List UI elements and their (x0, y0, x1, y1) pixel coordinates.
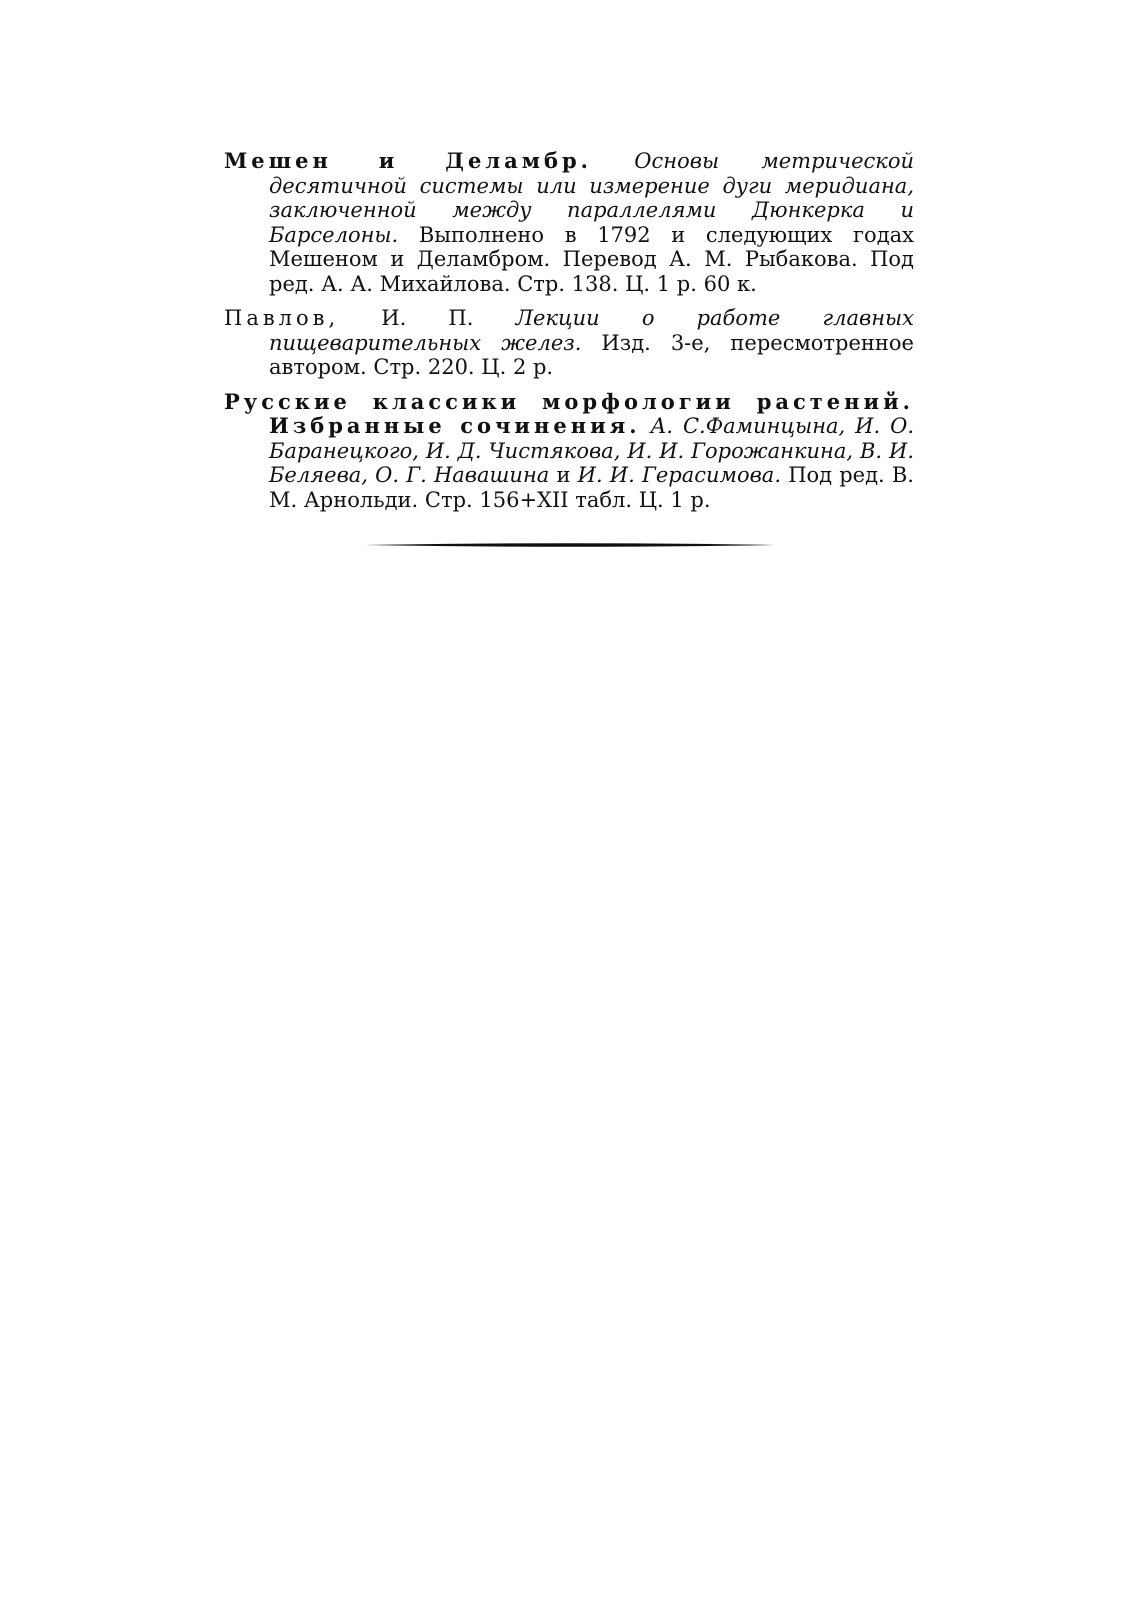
entry-details: Под ред. В. М. Арнольди. Стр. 156+XII табл. Ц. 1 р. (269, 463, 914, 512)
entry-title-tail: И. И. Герасимова. (577, 463, 782, 487)
decorative-rule (365, 541, 775, 549)
entry-title: Лекции о работе главных пищеварительных желез. (269, 306, 914, 355)
entry-author: Павлов, (224, 306, 340, 330)
entry-details: Выполнено в 1792 и следующих годах Мешеном и Деламбром. Перевод А. М. Рыбакова. Под ред. А. А. Михайлова. Стр. 138. Ц. 1 р. 60 к. (269, 222, 914, 296)
bibliography-list (224, 149, 914, 522)
entry-title: А. С.Фаминцына, И. О. Баранецкого, И. Д. Чистякова, И. И. Горожанкина, В. И. Беляева, О. Г. Навашина (269, 414, 914, 487)
bibliography-entry-meshen-delambre (224, 149, 914, 296)
entry-conjunction: и (556, 463, 571, 487)
bibliography-entry-pavlov (224, 306, 914, 380)
bibliography-entry-russian-classics (224, 390, 914, 513)
entry-initials: И. П. (381, 306, 474, 330)
entry-author: Русские классики морфологии растений. Избранные сочинения. (224, 388, 914, 438)
entry-title: Основы метрической десятичной системы или измерение дуги меридиана, заключенной между параллелями Дюнкерка и Барселоны. (269, 149, 914, 247)
entry-author: Мешен и Деламбр. (224, 148, 592, 173)
entry-details: Изд. 3-е, пересмотренное автором. Стр. 220. Ц. 2 р. (269, 330, 914, 379)
